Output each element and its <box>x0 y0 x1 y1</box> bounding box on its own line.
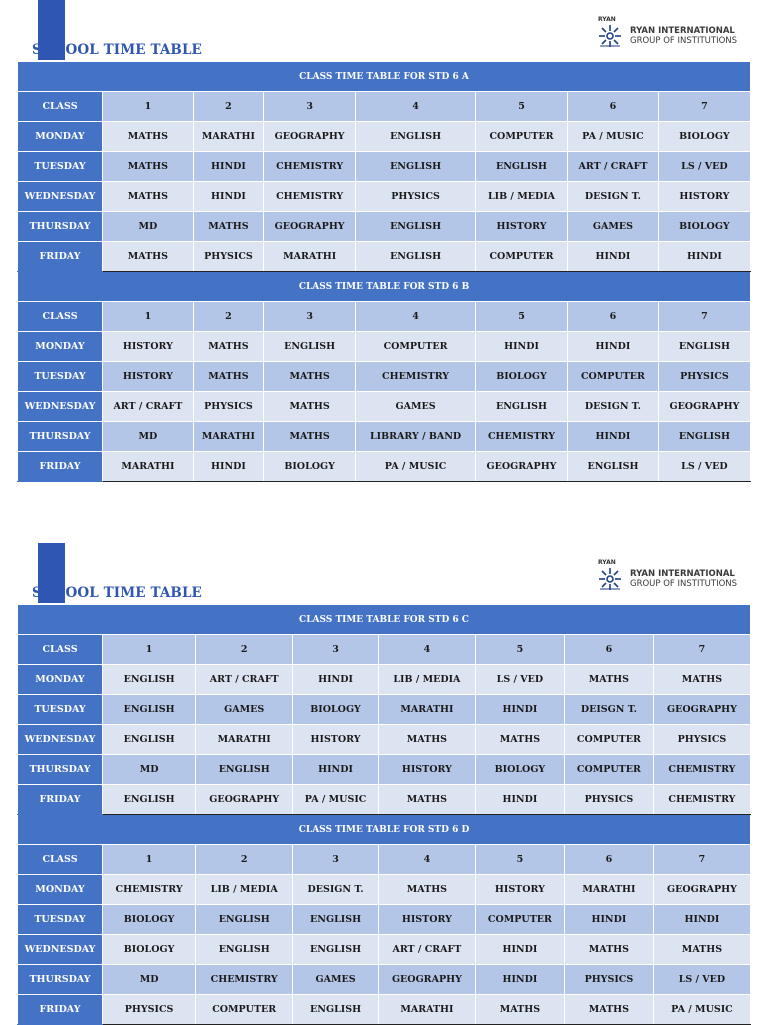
subject-cell: CHEMISTRY <box>264 152 356 182</box>
subject-cell: DESIGN T. <box>293 875 379 905</box>
subject-cell: BIOLOGY <box>475 362 567 392</box>
timetable-group-2 <box>17 604 751 1025</box>
subject-cell: GEOGRAPHY <box>196 785 293 815</box>
subject-cell: BIOLOGY <box>264 452 356 482</box>
period-header-cell: 1 <box>103 92 194 122</box>
subject-cell: COMPUTER <box>356 332 476 362</box>
subject-cell: LS / VED <box>653 965 750 995</box>
table-row <box>18 242 751 272</box>
logo-text <box>630 569 737 589</box>
subject-cell: CHEMISTRY <box>653 785 750 815</box>
subject-cell: GEOGRAPHY <box>264 122 356 152</box>
subject-cell: ENGLISH <box>356 152 476 182</box>
subject-cell: ART / CRAFT <box>103 392 194 422</box>
logo-line-2: GROUP OF INSTITUTIONS <box>630 579 738 589</box>
table-row <box>18 785 751 815</box>
subject-cell: GEOGRAPHY <box>264 212 356 242</box>
subject-cell: HINDI <box>475 332 567 362</box>
class-header-cell: CLASS <box>18 845 103 875</box>
subject-cell: GEOGRAPHY <box>653 875 750 905</box>
table-caption: CLASS TIME TABLE FOR STD 6 D <box>18 815 751 845</box>
subject-cell: ENGLISH <box>568 452 659 482</box>
subject-cell: MATHS <box>378 875 475 905</box>
subject-cell: COMPUTER <box>196 995 293 1025</box>
subject-cell: HINDI <box>568 332 659 362</box>
class-header-cell: CLASS <box>18 302 103 332</box>
subject-cell: ENGLISH <box>356 122 476 152</box>
subject-cell: MATHS <box>653 935 750 965</box>
day-cell: MONDAY <box>18 332 103 362</box>
subject-cell: ENGLISH <box>293 995 379 1025</box>
day-cell: TUESDAY <box>18 905 103 935</box>
subject-cell: HISTORY <box>475 212 567 242</box>
subject-cell: MARATHI <box>193 422 263 452</box>
subject-cell: MATHS <box>564 995 653 1025</box>
table-row <box>18 182 751 212</box>
period-header-cell: 4 <box>356 302 476 332</box>
subject-cell: DESIGN T. <box>568 392 659 422</box>
table-caption: CLASS TIME TABLE FOR STD 6 C <box>18 605 751 635</box>
subject-cell: GEOGRAPHY <box>378 965 475 995</box>
period-header-cell: 6 <box>564 635 653 665</box>
subject-cell: PA / MUSIC <box>653 995 750 1025</box>
subject-cell: MARATHI <box>564 875 653 905</box>
day-cell: WEDNESDAY <box>18 725 103 755</box>
subject-cell: MATHS <box>264 362 356 392</box>
subject-cell: MATHS <box>475 995 564 1025</box>
subject-cell: MATHS <box>193 362 263 392</box>
period-header-cell: 1 <box>103 635 196 665</box>
subject-cell: MATHS <box>378 725 475 755</box>
period-header-cell: 3 <box>264 302 356 332</box>
table-caption: CLASS TIME TABLE FOR STD 6 B <box>18 272 751 302</box>
table-header-row <box>18 845 751 875</box>
subject-cell: MD <box>103 212 194 242</box>
subject-cell: BIOLOGY <box>658 122 750 152</box>
logo-line-1: RYAN INTERNATIONAL <box>630 569 735 579</box>
day-cell: FRIDAY <box>18 242 103 272</box>
logo-line-2: GROUP OF INSTITUTIONS <box>630 36 738 46</box>
subject-cell: HINDI <box>293 665 379 695</box>
subject-cell: HINDI <box>193 152 263 182</box>
day-cell: MONDAY <box>18 665 103 695</box>
subject-cell: MATHS <box>378 785 475 815</box>
subject-cell: HISTORY <box>103 362 194 392</box>
subject-cell: MARATHI <box>193 122 263 152</box>
subject-cell: ENGLISH <box>196 755 293 785</box>
subject-cell: ENGLISH <box>103 695 196 725</box>
subject-cell: BIOLOGY <box>103 905 196 935</box>
subject-cell: ENGLISH <box>293 935 379 965</box>
subject-cell: BIOLOGY <box>475 755 564 785</box>
day-cell: WEDNESDAY <box>18 935 103 965</box>
period-header-cell: 5 <box>475 845 564 875</box>
day-cell: THURSDAY <box>18 755 103 785</box>
subject-cell: BIOLOGY <box>658 212 750 242</box>
subject-cell: COMPUTER <box>475 122 567 152</box>
table-caption-row <box>18 815 751 845</box>
subject-cell: PHYSICS <box>103 995 196 1025</box>
table-row <box>18 422 751 452</box>
logo-top-text: RYAN <box>598 16 616 23</box>
subject-cell: MATHS <box>193 332 263 362</box>
subject-cell: COMPUTER <box>564 755 653 785</box>
ryan-emblem-icon <box>596 559 626 599</box>
subject-cell: LIB / MEDIA <box>475 182 567 212</box>
day-cell: FRIDAY <box>18 785 103 815</box>
subject-cell: LIB / MEDIA <box>196 875 293 905</box>
subject-cell: PA / MUSIC <box>293 785 379 815</box>
subject-cell: HINDI <box>475 695 564 725</box>
day-cell: WEDNESDAY <box>18 392 103 422</box>
subject-cell: MARATHI <box>196 725 293 755</box>
subject-cell: CHEMISTRY <box>103 875 196 905</box>
subject-cell: MATHS <box>103 182 194 212</box>
subject-cell: LIBRARY / BAND <box>356 422 476 452</box>
subject-cell: MARATHI <box>378 995 475 1025</box>
subject-cell: PA / MUSIC <box>568 122 659 152</box>
table-row <box>18 665 751 695</box>
subject-cell: HINDI <box>293 755 379 785</box>
period-header-cell: 6 <box>564 845 653 875</box>
subject-cell: ENGLISH <box>475 392 567 422</box>
subject-cell: HINDI <box>658 242 750 272</box>
subject-cell: GEOGRAPHY <box>653 695 750 725</box>
table-row <box>18 392 751 422</box>
ryan-logo <box>596 16 740 56</box>
period-header-cell: 5 <box>475 92 567 122</box>
subject-cell: PHYSICS <box>658 362 750 392</box>
subject-cell: BIOLOGY <box>103 935 196 965</box>
subject-cell: COMPUTER <box>564 725 653 755</box>
period-header-cell: 6 <box>568 302 659 332</box>
subject-cell: LS / VED <box>658 452 750 482</box>
table-caption-row <box>18 62 751 92</box>
subject-cell: MARATHI <box>378 695 475 725</box>
period-header-cell: 1 <box>103 845 196 875</box>
subject-cell: GAMES <box>356 392 476 422</box>
page-title: SCHOOL TIME TABLE <box>32 42 202 58</box>
day-cell: TUESDAY <box>18 362 103 392</box>
subject-cell: ENGLISH <box>103 725 196 755</box>
subject-cell: MATHS <box>564 665 653 695</box>
subject-cell: LIB / MEDIA <box>378 665 475 695</box>
subject-cell: COMPUTER <box>475 242 567 272</box>
period-header-cell: 1 <box>103 302 194 332</box>
subject-cell: ENGLISH <box>196 905 293 935</box>
subject-cell: GAMES <box>293 965 379 995</box>
period-header-cell: 7 <box>653 635 750 665</box>
subject-cell: GEOGRAPHY <box>658 392 750 422</box>
day-cell: WEDNESDAY <box>18 182 103 212</box>
subject-cell: MARATHI <box>264 242 356 272</box>
subject-cell: ENGLISH <box>658 332 750 362</box>
subject-cell: PHYSICS <box>356 182 476 212</box>
subject-cell: ENGLISH <box>103 785 196 815</box>
period-header-cell: 3 <box>293 845 379 875</box>
subject-cell: DESIGN T. <box>568 182 659 212</box>
ryan-logo <box>596 559 740 599</box>
table-row <box>18 152 751 182</box>
subject-cell: HINDI <box>475 935 564 965</box>
timetable-group-1 <box>17 61 751 482</box>
subject-cell: MATHS <box>264 392 356 422</box>
subject-cell: ENGLISH <box>658 422 750 452</box>
subject-cell: ENGLISH <box>356 242 476 272</box>
subject-cell: HINDI <box>568 422 659 452</box>
subject-cell: ENGLISH <box>356 212 476 242</box>
subject-cell: MD <box>103 422 194 452</box>
table-row <box>18 935 751 965</box>
table-row <box>18 725 751 755</box>
subject-cell: ART / CRAFT <box>568 152 659 182</box>
day-cell: MONDAY <box>18 122 103 152</box>
subject-cell: MATHS <box>103 152 194 182</box>
subject-cell: MATHS <box>193 212 263 242</box>
subject-cell: HINDI <box>653 905 750 935</box>
subject-cell: COMPUTER <box>568 362 659 392</box>
subject-cell: HISTORY <box>103 332 194 362</box>
table-row <box>18 332 751 362</box>
subject-cell: PA / MUSIC <box>356 452 476 482</box>
table-header-row <box>18 302 751 332</box>
period-header-cell: 3 <box>264 92 356 122</box>
day-cell: MONDAY <box>18 875 103 905</box>
table-row <box>18 995 751 1025</box>
subject-cell: HISTORY <box>378 755 475 785</box>
day-cell: TUESDAY <box>18 695 103 725</box>
subject-cell: PHYSICS <box>193 392 263 422</box>
subject-cell: MATHS <box>103 242 194 272</box>
table-row <box>18 212 751 242</box>
ryan-emblem-icon <box>596 16 626 56</box>
subject-cell: ENGLISH <box>475 152 567 182</box>
table-caption-row <box>18 272 751 302</box>
subject-cell: MD <box>103 755 196 785</box>
table-row <box>18 965 751 995</box>
period-header-cell: 4 <box>378 845 475 875</box>
table-row <box>18 875 751 905</box>
day-cell: FRIDAY <box>18 995 103 1025</box>
subject-cell: GAMES <box>196 695 293 725</box>
table-row <box>18 695 751 725</box>
subject-cell: MATHS <box>564 935 653 965</box>
subject-cell: HISTORY <box>475 875 564 905</box>
table-row <box>18 905 751 935</box>
subject-cell: PHYSICS <box>564 785 653 815</box>
period-header-cell: 2 <box>193 302 263 332</box>
subject-cell: MARATHI <box>103 452 194 482</box>
subject-cell: HINDI <box>475 785 564 815</box>
period-header-cell: 2 <box>193 92 263 122</box>
period-header-cell: 7 <box>658 302 750 332</box>
subject-cell: ENGLISH <box>196 935 293 965</box>
subject-cell: HISTORY <box>658 182 750 212</box>
subject-cell: GAMES <box>568 212 659 242</box>
subject-cell: BIOLOGY <box>293 695 379 725</box>
subject-cell: MATHS <box>475 725 564 755</box>
subject-cell: HINDI <box>568 242 659 272</box>
subject-cell: CHEMISTRY <box>653 755 750 785</box>
period-header-cell: 7 <box>653 845 750 875</box>
subject-cell: HINDI <box>564 905 653 935</box>
subject-cell: MATHS <box>653 665 750 695</box>
subject-cell: HISTORY <box>293 725 379 755</box>
subject-cell: CHEMISTRY <box>196 965 293 995</box>
subject-cell: MD <box>103 965 196 995</box>
class-header-cell: CLASS <box>18 92 103 122</box>
subject-cell: PHYSICS <box>653 725 750 755</box>
period-header-cell: 2 <box>196 845 293 875</box>
subject-cell: DEISGN T. <box>564 695 653 725</box>
subject-cell: ENGLISH <box>264 332 356 362</box>
subject-cell: GEOGRAPHY <box>475 452 567 482</box>
day-cell: THURSDAY <box>18 212 103 242</box>
subject-cell: COMPUTER <box>475 905 564 935</box>
table-caption: CLASS TIME TABLE FOR STD 6 A <box>18 62 751 92</box>
subject-cell: PHYSICS <box>193 242 263 272</box>
subject-cell: ENGLISH <box>103 665 196 695</box>
period-header-cell: 5 <box>475 302 567 332</box>
period-header-cell: 4 <box>356 92 476 122</box>
subject-cell: HINDI <box>193 452 263 482</box>
logo-line-1: RYAN INTERNATIONAL <box>630 26 735 36</box>
table-header-row <box>18 635 751 665</box>
subject-cell: ART / CRAFT <box>196 665 293 695</box>
subject-cell: CHEMISTRY <box>264 182 356 212</box>
table-row <box>18 362 751 392</box>
subject-cell: MATHS <box>103 122 194 152</box>
table-row <box>18 452 751 482</box>
table-header-row <box>18 92 751 122</box>
subject-cell: CHEMISTRY <box>475 422 567 452</box>
table-row <box>18 122 751 152</box>
table-caption-row <box>18 605 751 635</box>
day-cell: THURSDAY <box>18 422 103 452</box>
logo-top-text: RYAN <box>598 559 616 566</box>
day-cell: THURSDAY <box>18 965 103 995</box>
subject-cell: LS / VED <box>658 152 750 182</box>
table-row <box>18 755 751 785</box>
period-header-cell: 6 <box>568 92 659 122</box>
period-header-cell: 7 <box>658 92 750 122</box>
subject-cell: LS / VED <box>475 665 564 695</box>
period-header-cell: 5 <box>475 635 564 665</box>
subject-cell: ART / CRAFT <box>378 935 475 965</box>
subject-cell: ENGLISH <box>293 905 379 935</box>
subject-cell: HISTORY <box>378 905 475 935</box>
period-header-cell: 4 <box>378 635 475 665</box>
period-header-cell: 2 <box>196 635 293 665</box>
subject-cell: HINDI <box>475 965 564 995</box>
logo-text <box>630 26 737 46</box>
page-title: SCHOOL TIME TABLE <box>32 585 202 601</box>
period-header-cell: 3 <box>293 635 379 665</box>
class-header-cell: CLASS <box>18 635 103 665</box>
subject-cell: MATHS <box>264 422 356 452</box>
subject-cell: CHEMISTRY <box>356 362 476 392</box>
subject-cell: HINDI <box>193 182 263 212</box>
day-cell: TUESDAY <box>18 152 103 182</box>
subject-cell: PHYSICS <box>564 965 653 995</box>
day-cell: FRIDAY <box>18 452 103 482</box>
